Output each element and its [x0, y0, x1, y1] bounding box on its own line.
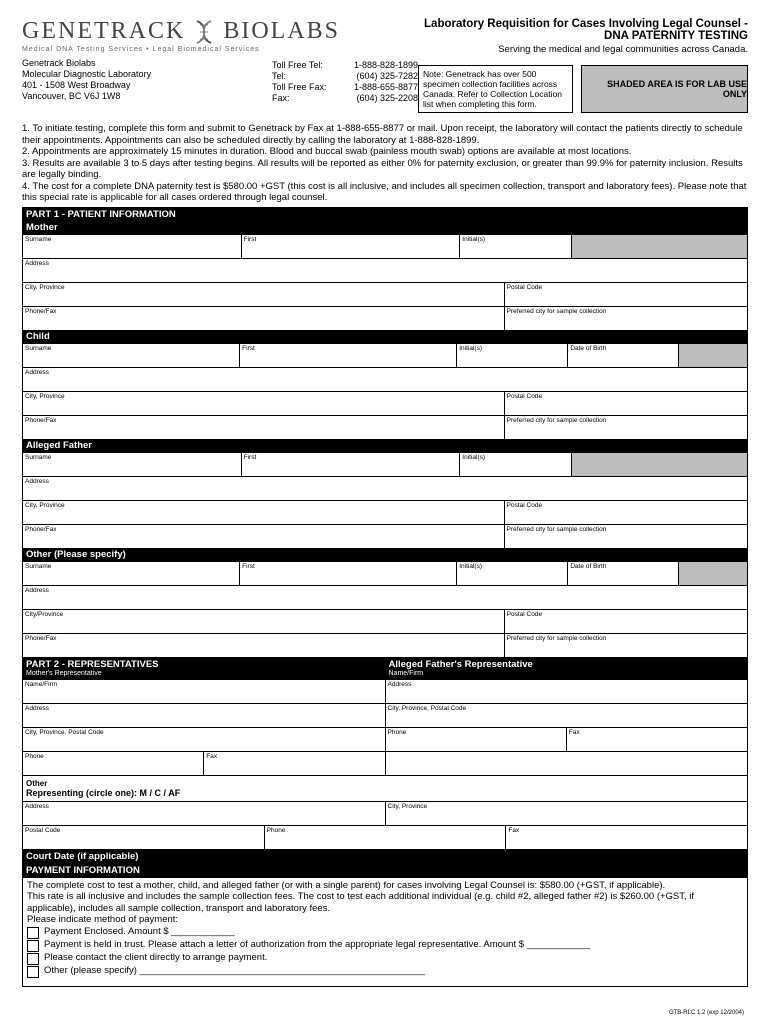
address-line: Vancouver, BC V6J 1W8: [22, 91, 121, 101]
payment-section: [23, 877, 747, 986]
child-header: [23, 330, 747, 343]
payment-option-label: Please contact the client directly to arrange payment.: [44, 951, 268, 963]
instruction-item: 3. Results are available 3 to 5 days after testing begins. All results will be reported as either 0% for paternity exclusion, or greater than 99.9% for paternity inclusion. Results are legally binding.: [22, 157, 743, 180]
fax: (604) 325-2208: [356, 93, 418, 103]
part1-title: PART 1 - PATIENT INFORMATION: [26, 208, 176, 220]
mother-phone-field[interactable]: Phone/Fax: [23, 306, 504, 330]
other-header: [23, 548, 747, 561]
mother-rep-name-field[interactable]: Name/Firm: [23, 679, 385, 703]
mother-rep-column: [23, 657, 385, 775]
child-phone-field[interactable]: Phone/Fax: [23, 415, 504, 439]
child-label: Child: [26, 330, 50, 342]
other-postal-field[interactable]: Postal Code: [504, 609, 747, 633]
other-pref-city-field[interactable]: Preferred city for sample collection: [504, 633, 747, 657]
father-rep-column: [385, 657, 748, 775]
toll-free-fax: 1-888-655-8877: [353, 82, 418, 92]
toll-free-tel: 1-888-828-1899: [353, 60, 418, 70]
address-line: Molecular Diagnostic Laboratory: [22, 69, 152, 79]
lab-use-shaded: [678, 343, 747, 367]
child-address-field[interactable]: Address: [23, 367, 747, 391]
child-first-field[interactable]: First: [239, 343, 456, 367]
mother-rep-label: Mother's Representative: [26, 669, 102, 677]
part1-header: [23, 208, 747, 221]
mother-initials-field[interactable]: Initial(s): [459, 234, 571, 258]
instruction-item: 4. The cost for a complete DNA paternity test is $580.00 +GST (this cost is all inclusive, and includes all specimen collection, transport and laboratory fees). Please note that this special rate is applicable for all cases ordered through legal counsel.: [22, 180, 747, 203]
page-title: Laboratory Requisition for Cases Involving Legal Counsel - DNA PATERNITY TESTING: [424, 18, 748, 42]
mother-pref-city-field[interactable]: Preferred city for sample collection: [504, 306, 747, 330]
payment-option-label: Payment Enclosed. Amount $ ____________: [44, 925, 235, 937]
father-first-field[interactable]: First: [241, 452, 460, 476]
other-rep-city-field[interactable]: City, Province: [385, 801, 748, 825]
child-pref-city-field[interactable]: Preferred city for sample collection: [504, 415, 747, 439]
requisition-form: [22, 207, 748, 987]
part2-header: [23, 657, 385, 679]
father-postal-field[interactable]: Postal Code: [504, 500, 747, 524]
page-subtitle: Serving the medical and legal communities across Canada.: [498, 44, 748, 55]
child-city-field[interactable]: City, Province: [23, 391, 504, 415]
mother-address-field[interactable]: Address: [23, 258, 747, 282]
father-header: [23, 439, 747, 452]
payment-trust-checkbox[interactable]: [27, 940, 39, 952]
note-row: [418, 65, 748, 113]
other-initials-field[interactable]: Initial(s): [456, 561, 567, 585]
payment-header: [23, 863, 747, 877]
other-address-field[interactable]: Address: [23, 585, 747, 609]
child-initials-field[interactable]: Initial(s): [456, 343, 567, 367]
other-rep-phone-field[interactable]: Phone: [264, 825, 506, 849]
representatives: [23, 657, 747, 775]
instruction-item: 2. Appointments are approximately 15 minutes in duration. Blood and buccal swab (painless mouth swab) options are available at most locations.: [22, 146, 632, 157]
logo: [22, 18, 341, 45]
contact-label: Tel:: [272, 71, 287, 81]
mother-rep-city-field[interactable]: City, Province, Postal Code: [23, 727, 385, 751]
other-rep-address-field[interactable]: Address: [23, 801, 385, 825]
other-rep-fax-field[interactable]: Fax: [505, 825, 747, 849]
other-dob-field[interactable]: Date of Birth: [567, 561, 678, 585]
father-rep-fax-field[interactable]: Fax: [566, 727, 747, 751]
payment-enclosed-checkbox[interactable]: [27, 927, 39, 939]
instructions: [22, 123, 748, 204]
logo-right: BIOLABS: [223, 18, 341, 44]
court-date-field[interactable]: [23, 849, 747, 863]
other-rep-postal-field[interactable]: Postal Code: [23, 825, 264, 849]
address-line: 401 - 1508 West Broadway: [22, 80, 131, 90]
lab-use-shaded: [678, 561, 747, 585]
father-initials-field[interactable]: Initial(s): [459, 452, 571, 476]
mother-header: [23, 221, 747, 234]
father-rep-phone-field[interactable]: Phone: [386, 727, 566, 751]
contact-block: [272, 60, 418, 104]
header-area: [22, 18, 748, 113]
part2-title: PART 2 - REPRESENTATIVES: [26, 658, 159, 670]
father-surname-field[interactable]: Surname: [23, 452, 241, 476]
payment-contact-checkbox[interactable]: [27, 953, 39, 965]
mother-rep-address-field[interactable]: Address: [23, 703, 385, 727]
lab-use-box: SHADED AREA IS FOR LAB USE ONLY: [581, 65, 748, 113]
mother-rep-fax-field[interactable]: Fax: [203, 751, 384, 775]
contact-label: Fax:: [272, 93, 290, 103]
lab-address: [22, 58, 272, 102]
form-code: GTB-RLC 1.2 (exp 12/2004): [668, 1010, 744, 1016]
father-city-field[interactable]: City, Province: [23, 500, 504, 524]
father-pref-city-field[interactable]: Preferred city for sample collection: [504, 524, 747, 548]
mother-city-field[interactable]: City, Province: [23, 282, 504, 306]
father-rep-label: Alleged Father's Representative: [388, 658, 533, 670]
child-postal-field[interactable]: Postal Code: [504, 391, 747, 415]
father-rep-city-field[interactable]: City, Province, Postal Code: [386, 703, 748, 727]
court-date-label: Court Date (if applicable): [26, 850, 139, 862]
father-rep-header: [386, 657, 748, 679]
payment-title: PAYMENT INFORMATION: [26, 864, 140, 876]
representing-field[interactable]: Representing (circle one): M / C / AF: [26, 787, 181, 798]
collection-note: Note: Genetrack has over 500 specimen collection facilities across Canada. Refer to Collection Location list when completing this form.: [418, 65, 573, 113]
payment-other-checkbox[interactable]: [27, 966, 39, 978]
payment-option-label: Payment is held in trust. Please attach a letter of authorization from the appropriate legal representative. Amount $ ____________: [44, 938, 591, 950]
address-line: Genetrack Biolabs: [22, 58, 96, 68]
mother-surname-field[interactable]: Surname: [23, 234, 241, 258]
other-rep-label: Other: [26, 778, 48, 788]
instruction-item: 1. To initiate testing, complete this form and submit to Genetrack by Fax at 1-888-655-8877 or mail. Upon receipt, the laboratory will contact the patients directly to schedule their appointments. Appointments can also be scheduled directly by calling the laboratory at 1-888-828-1899.: [22, 123, 743, 146]
father-rep-blank: [386, 751, 748, 775]
other-rep-row: [23, 775, 747, 801]
payment-option-label: Other (please specify) ______________________________________________________: [44, 964, 425, 976]
father-rep-address-field[interactable]: Address: [386, 679, 748, 703]
child-surname-field[interactable]: Surname: [23, 343, 239, 367]
mother-first-field[interactable]: First: [241, 234, 460, 258]
other-surname-field[interactable]: Surname: [23, 561, 239, 585]
father-address-field[interactable]: Address: [23, 476, 747, 500]
payment-text: The complete cost to test a mother, child, and alleged father (or with a single parent) for cases involving Legal Counsel is: $580.00 (+GST, if applicable).: [27, 879, 666, 891]
contact-label: Toll Free Tel:: [272, 60, 323, 70]
tagline: Medical DNA Testing Services • Legal Biomedical Services: [22, 46, 260, 53]
mother-rep-phone-field[interactable]: Phone: [23, 751, 203, 775]
father-label: Alleged Father: [26, 439, 92, 451]
other-city-field[interactable]: City/Province: [23, 609, 504, 633]
logo-left: GENETRACK: [22, 18, 186, 44]
other-label: Other (Please specify): [26, 548, 126, 560]
child-dob-field[interactable]: Date of Birth: [567, 343, 678, 367]
contact-label: Toll Free Fax:: [272, 82, 327, 92]
mother-label: Mother: [26, 221, 58, 233]
other-phone-field[interactable]: Phone/Fax: [23, 633, 504, 657]
lab-use-shaded: [571, 234, 747, 258]
title-block: [418, 18, 748, 113]
tel: (604) 325-7282: [356, 71, 418, 81]
father-rep-name-label: Name/Firm: [388, 669, 424, 677]
helix-icon: [191, 19, 217, 45]
lab-use-shaded: [571, 452, 747, 476]
father-phone-field[interactable]: Phone/Fax: [23, 524, 504, 548]
payment-text: This rate is all inclusive and includes the sample collection fees. The cost to test each additional individual (e.g. child #2, alleged father #2) is $260.00 (+GST, if applicable), includes all sample collection, transport and laboratory fees.: [27, 891, 695, 914]
payment-indicate: Please indicate method of payment:: [27, 914, 179, 925]
mother-postal-field[interactable]: Postal Code: [504, 282, 747, 306]
other-first-field[interactable]: First: [239, 561, 456, 585]
